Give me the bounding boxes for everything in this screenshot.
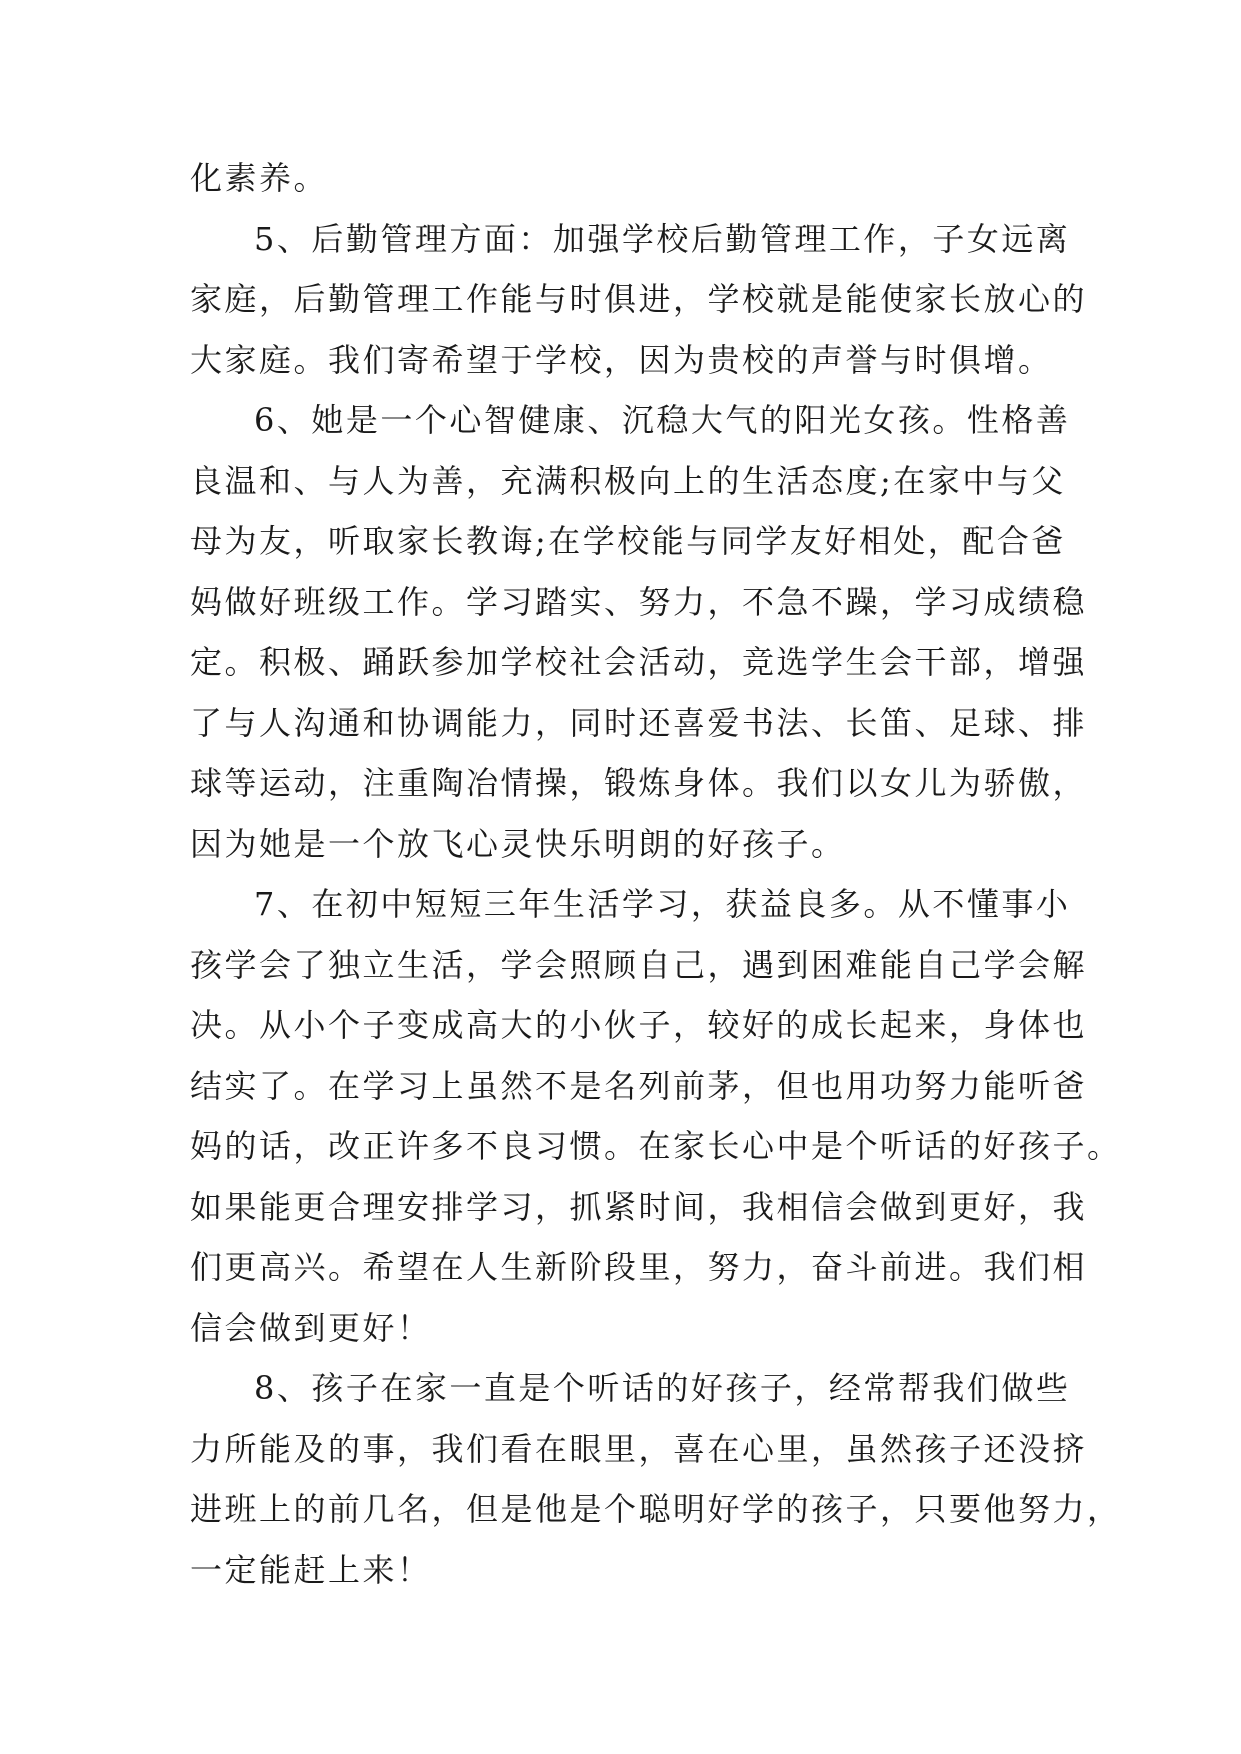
text-line: 妈做好班级工作。学习踏实、努力，不急不躁，学习成绩稳 xyxy=(190,582,1088,621)
text-line: 5、后勤管理方面：加强学校后勤管理工作，子女远离 xyxy=(254,219,1071,258)
text-line: 结实了。在学习上虽然不是名列前茅，但也用功努力能听爸 xyxy=(190,1066,1088,1105)
text-line: 大家庭。我们寄希望于学校，因为贵校的声誉与时俱增。 xyxy=(190,340,1053,379)
text-line: 了与人沟通和协调能力，同时还喜爱书法、长笛、足球、排 xyxy=(190,703,1088,742)
body-text xyxy=(190,148,1122,1600)
text-line: 力所能及的事，我们看在眼里，喜在心里，虽然孩子还没挤 xyxy=(190,1429,1088,1468)
text-line: 母为友，听取家长教诲;在学校能与同学友好相处，配合爸 xyxy=(190,522,1066,560)
text-line: 一定能赶上来！ xyxy=(190,1550,432,1589)
text-line: 们更高兴。希望在人生新阶段里，努力，奋斗前进。我们相 xyxy=(190,1248,1088,1286)
text-line: 决。从小个子变成高大的小伙子，较好的成长起来，身体也 xyxy=(190,1006,1088,1044)
text-line: 孩学会了独立生活，学会照顾自己，遇到困难能自己学会解 xyxy=(190,945,1088,984)
text-line: 信会做到更好！ xyxy=(190,1308,432,1347)
text-line: 家庭，后勤管理工作能与时俱进，学校就是能使家长放心的 xyxy=(190,280,1088,318)
text-line: 化素养。 xyxy=(190,159,329,197)
text-line: 因为她是一个放飞心灵快乐明朗的好孩子。 xyxy=(190,824,846,863)
text-line: 如果能更合理安排学习，抓紧时间，我相信会做到更好，我 xyxy=(190,1187,1088,1226)
text-line: 妈的话，改正许多不良习惯。在家长心中是个听话的好孩子。 xyxy=(190,1127,1122,1165)
text-line: 6、她是一个心智健康、沉稳大气的阳光女孩。性格善 xyxy=(254,401,1071,439)
text-line: 8、孩子在家一直是个听话的好孩子，经常帮我们做些 xyxy=(254,1369,1071,1407)
text-line: 球等运动，注重陶冶情操，锻炼身体。我们以女儿为骄傲， xyxy=(190,764,1088,802)
text-line: 定。积极、踊跃参加学校社会活动，竞选学生会干部，增强 xyxy=(190,643,1088,681)
text-line: 进班上的前几名，但是他是个聪明好学的孩子，只要他努力， xyxy=(190,1490,1122,1528)
text-line: 7、在初中短短三年生活学习，获益良多。从不懂事小 xyxy=(254,885,1071,923)
text-line: 良温和、与人为善，充满积极向上的生活态度;在家中与父 xyxy=(190,461,1066,500)
